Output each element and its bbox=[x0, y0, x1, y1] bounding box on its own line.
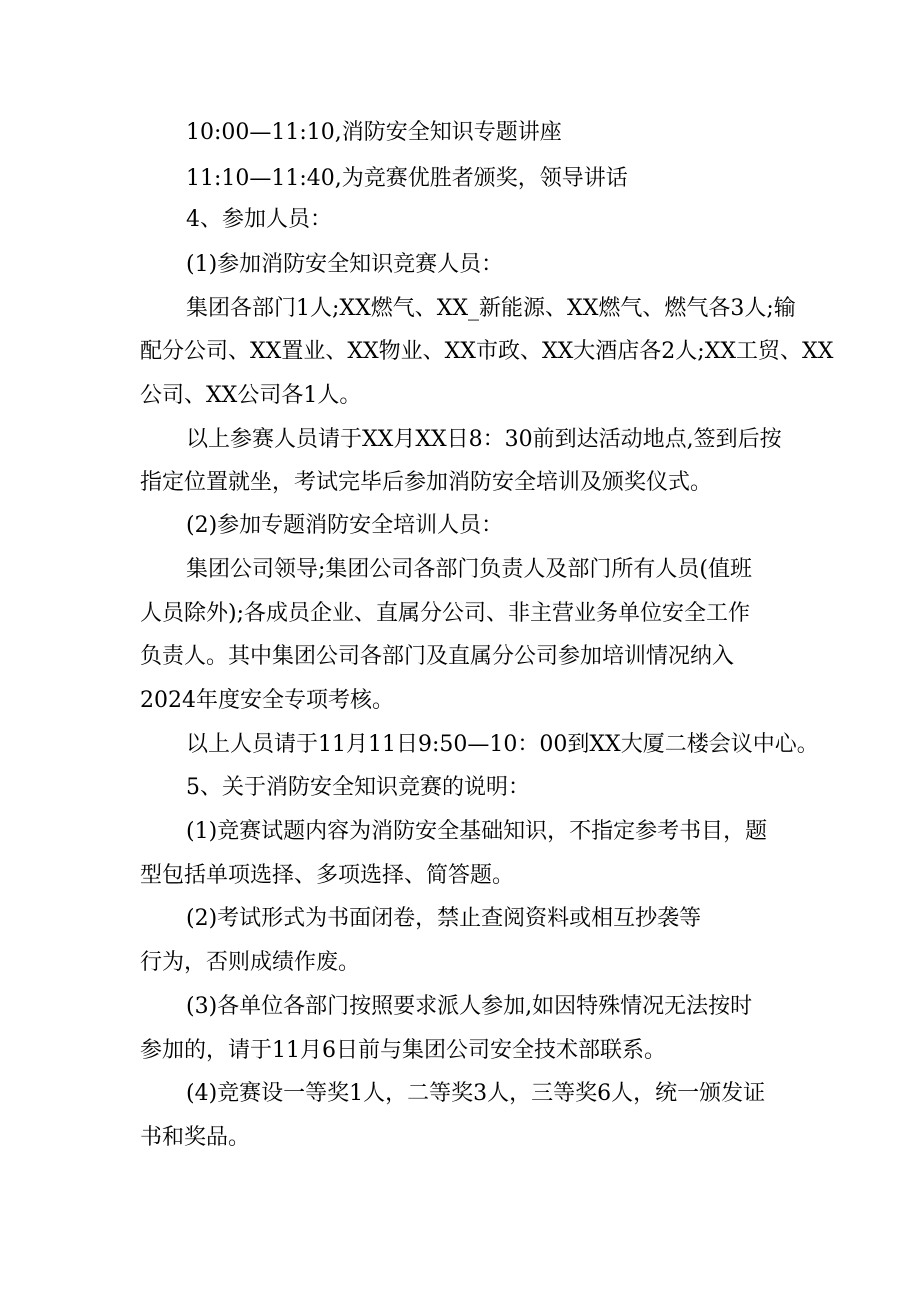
paragraph-line: 书和奖品。 bbox=[140, 1125, 251, 1150]
paragraph-line: 型包括单项选择、多项选择、简答题。 bbox=[140, 863, 515, 888]
paragraph-line: 指定位置就坐，考试完毕后参加消防安全培训及颁奖仪式。 bbox=[140, 470, 713, 495]
schedule-line: 10:00—11:10,消防安全知识专题讲座 bbox=[186, 120, 562, 145]
paragraph-line: 以上参赛人员请于XX月XX日8：30前到达活动地点,签到后按 bbox=[186, 427, 782, 452]
paragraph-line: 集团各部门1人;XX燃气、XX_新能源、XX燃气、燃气各3人;输 bbox=[186, 296, 796, 321]
subsection-heading: (1)参加消防安全知识竞赛人员： bbox=[186, 252, 504, 277]
section-heading: 5、关于消防安全知识竞赛的说明： bbox=[186, 775, 530, 800]
paragraph-line: 以上人员请于11月11日9:50—10：00到XX大厦二楼会议中心。 bbox=[186, 732, 819, 757]
paragraph-line: (1)竞赛试题内容为消防安全基础知识，不指定参考书目，题 bbox=[186, 819, 768, 844]
subsection-heading: (2)参加专题消防安全培训人员： bbox=[186, 513, 504, 538]
paragraph-line: 参加的，请于11月6日前与集团公司安全技术部联系。 bbox=[140, 1038, 666, 1063]
schedule-line: 11:10—11:40,为竞赛优胜者颁奖，领导讲话 bbox=[186, 166, 628, 191]
paragraph-line: 行为，否则成绩作废。 bbox=[140, 950, 361, 975]
paragraph-line: 配分公司、XX置业、XX物业、XX市政、XX大酒店各2人;XX工贸、XX bbox=[140, 339, 834, 364]
paragraph-line: 负责人。其中集团公司各部门及直属分公司参加培训情况纳入 bbox=[140, 644, 735, 669]
paragraph-line: 2024年度安全专项考核。 bbox=[140, 688, 394, 713]
paragraph-line: (2)考试形式为书面闭卷，禁止查阅资料或相互抄袭等 bbox=[186, 906, 702, 931]
paragraph-line: 人员除外);各成员企业、直属分公司、非主营业务单位安全工作 bbox=[140, 601, 750, 626]
paragraph-line: (4)竞赛设一等奖1人，二等奖3人，三等奖6人，统一颁发证 bbox=[186, 1081, 766, 1106]
section-heading: 4、参加人员： bbox=[186, 207, 332, 232]
paragraph-line: 集团公司领导;集团公司各部门负责人及部门所有人员(值班 bbox=[186, 557, 752, 582]
paragraph-line: (3)各单位各部门按照要求派人参加,如因特殊情况无法按时 bbox=[186, 994, 753, 1019]
paragraph-line: 公司、XX公司各1人。 bbox=[140, 383, 362, 408]
